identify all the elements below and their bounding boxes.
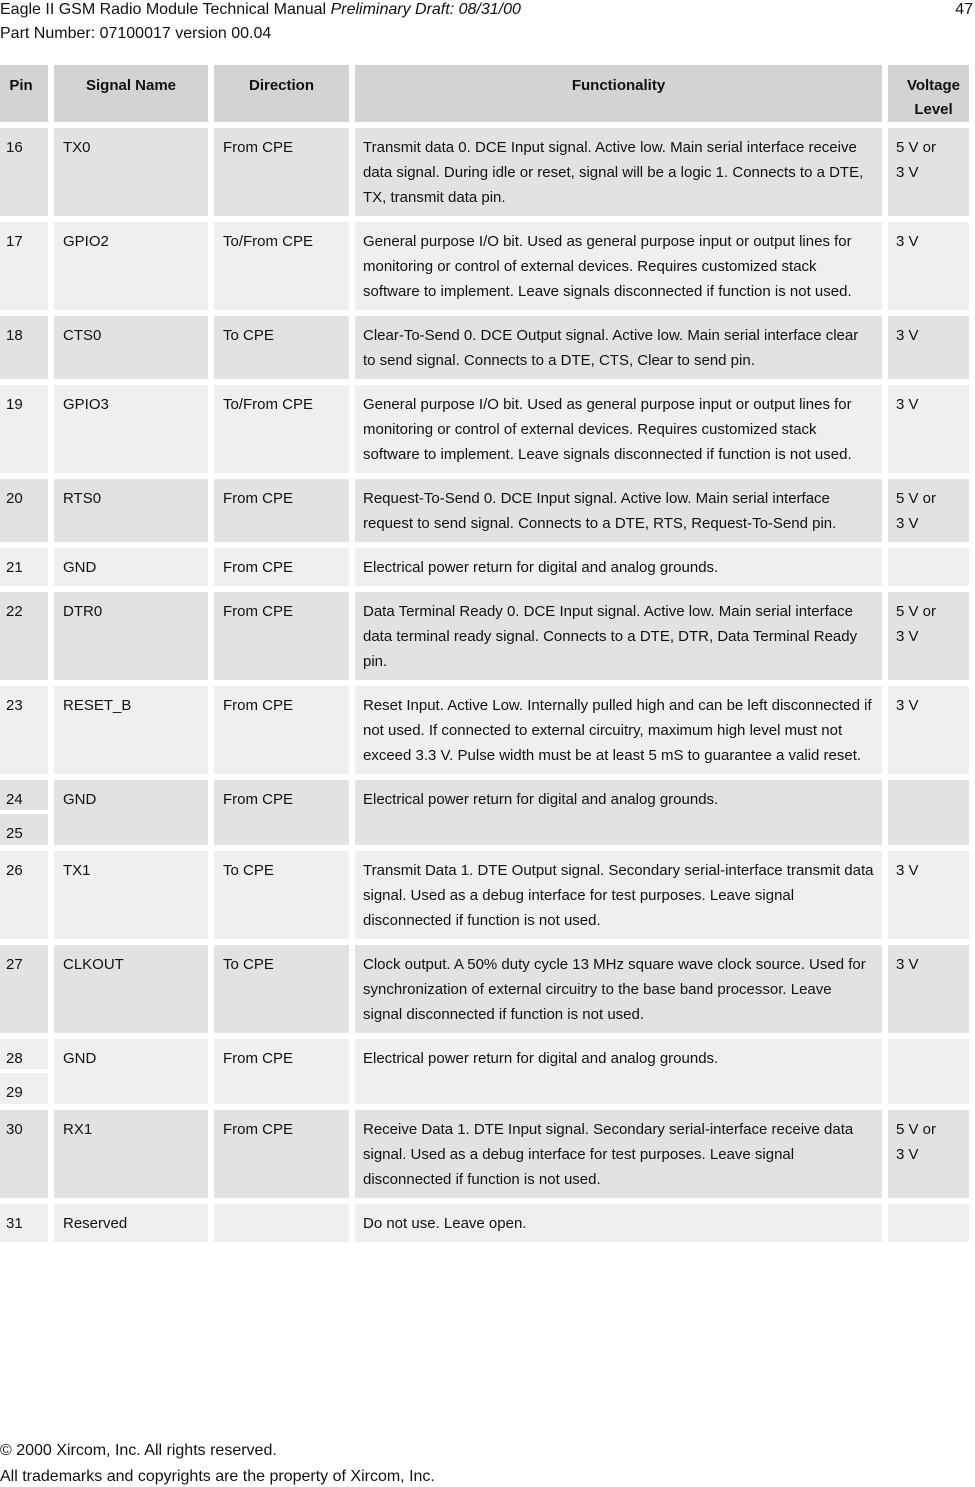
part-number: Part Number: 07100017 version 00.04: [0, 25, 272, 42]
table-row: [0, 1204, 969, 1242]
functionality-cell: Electrical power return for digital and analog grounds.: [355, 548, 882, 586]
pin-cell: 25: [0, 814, 48, 845]
direction-cell: [214, 1204, 349, 1242]
pin-cell: 23: [0, 686, 48, 774]
signal-name-cell: GND: [54, 1039, 208, 1104]
trademarks: All trademarks and copyrights are the property of Xircom, Inc.: [0, 1468, 435, 1485]
functionality-cell: Data Terminal Ready 0. DCE Input signal. Active low. Main serial interface data terminal ready signal. Connects to a DTE, DTR, Data Terminal Ready pin.: [355, 592, 882, 680]
direction-cell: From CPE: [214, 128, 349, 216]
direction-cell: To CPE: [214, 316, 349, 379]
direction-cell: To CPE: [214, 851, 349, 939]
signal-name-cell: GND: [54, 780, 208, 845]
direction-cell: To CPE: [214, 945, 349, 1033]
signal-name-cell: TX0: [54, 128, 208, 216]
functionality-cell: Electrical power return for digital and analog grounds.: [355, 780, 882, 845]
voltage-level-cell: [888, 780, 969, 845]
page-number: 47: [955, 1, 973, 18]
functionality-cell: Transmit Data 1. DTE Output signal. Secondary serial-interface transmit data signal. Used as a debug interface for test purposes. Leave signal disconnected if function is not used.: [355, 851, 882, 939]
functionality-cell: General purpose I/O bit. Used as general purpose input or output lines for monitoring or control of external devices. Requires customized stack software to implement. Leave signals disconnected if function is not used.: [355, 385, 882, 473]
functionality-cell: General purpose I/O bit. Used as general purpose input or output lines for monitoring or control of external devices. Requires customized stack software to implement. Leave signals disconnected if function is not used.: [355, 222, 882, 310]
signal-name-cell: DTR0: [54, 592, 208, 680]
table-row: [0, 479, 969, 542]
pin-cell: 17: [0, 222, 48, 310]
table-row: [0, 128, 969, 216]
table-row: [0, 222, 969, 310]
functionality-cell: Do not use. Leave open.: [355, 1204, 882, 1242]
direction-cell: From CPE: [214, 1039, 349, 1104]
direction-cell: From CPE: [214, 548, 349, 586]
voltage-level-cell: [888, 548, 969, 586]
signal-name-cell: GND: [54, 548, 208, 586]
pin-cell: 29: [0, 1073, 48, 1104]
direction-cell: From CPE: [214, 686, 349, 774]
pin-cell: 22: [0, 592, 48, 680]
table-row: [0, 780, 969, 845]
pin-cell: 30: [0, 1110, 48, 1198]
col-header-functionality: Functionality: [355, 65, 882, 122]
functionality-cell: Clock output. A 50% duty cycle 13 MHz square wave clock source. Used for synchronization of external circuitry to the base band processor. Leave signal disconnected if function is not used.: [355, 945, 882, 1033]
signal-name-cell: TX1: [54, 851, 208, 939]
voltage-level-cell: 3 V: [888, 851, 969, 939]
functionality-cell: Clear-To-Send 0. DCE Output signal. Active low. Main serial interface clear to send signal. Connects to a DTE, CTS, Clear to send pin.: [355, 316, 882, 379]
functionality-cell: Transmit data 0. DCE Input signal. Active low. Main serial interface receive data signal. During idle or reset, signal will be a logic 1. Connects to a DTE, TX, transmit data pin.: [355, 128, 882, 216]
functionality-cell: Electrical power return for digital and analog grounds.: [355, 1039, 882, 1104]
voltage-level-cell: 3 V: [888, 316, 969, 379]
table-row: [0, 1039, 969, 1104]
pin-cell: 19: [0, 385, 48, 473]
table-row: [0, 316, 969, 379]
table-row: [0, 686, 969, 774]
table-header-row: [0, 65, 969, 122]
voltage-level-cell: [888, 1204, 969, 1242]
pin-cell: 18: [0, 316, 48, 379]
table-row: [0, 945, 969, 1033]
col-header-signal-name: [54, 65, 208, 122]
voltage-level-cell: 3 V: [888, 686, 969, 774]
direction-cell: From CPE: [214, 592, 349, 680]
running-header: [0, 0, 521, 20]
pin-cell-pair: [0, 780, 48, 845]
pin-cell: 21: [0, 548, 48, 586]
pin-cell: 26: [0, 851, 48, 939]
col-header-direction: Direction: [214, 65, 349, 122]
direction-cell: From CPE: [214, 1110, 349, 1198]
table-row: [0, 548, 969, 586]
signal-name-cell: RX1: [54, 1110, 208, 1198]
signal-name-cell: RTS0: [54, 479, 208, 542]
functionality-cell: Reset Input. Active Low. Internally pulled high and can be left disconnected if not used. If connected to external circuitry, maximum high level must not exceed 3.3 V. Pulse width must be at least 5 mS to guarantee a valid reset.: [355, 686, 882, 774]
voltage-level-cell: 3 V: [888, 945, 969, 1033]
pin-table: [0, 59, 975, 1248]
signal-name-cell: Reserved: [54, 1204, 208, 1242]
pin-cell: 28: [0, 1039, 48, 1069]
functionality-cell: Request-To-Send 0. DCE Input signal. Active low. Main serial interface request to send signal. Connects to a DTE, RTS, Request-To-Send pin.: [355, 479, 882, 542]
direction-cell: From CPE: [214, 479, 349, 542]
voltage-level-cell: 3 V: [888, 385, 969, 473]
voltage-level-cell: 3 V: [888, 222, 969, 310]
pin-cell: 27: [0, 945, 48, 1033]
signal-name-cell: RESET_B: [54, 686, 208, 774]
manual-title: Eagle II GSM Radio Module Technical Manual: [0, 1, 327, 18]
col-header-voltage-level: [888, 65, 969, 122]
direction-cell: To/From CPE: [214, 385, 349, 473]
pin-cell-pair: [0, 1039, 48, 1104]
voltage-level-cell: [888, 1039, 969, 1104]
copyright: © 2000 Xircom, Inc. All rights reserved.: [0, 1442, 277, 1459]
table-row: [0, 592, 969, 680]
pin-cell: 31: [0, 1204, 48, 1242]
voltage-level-cell: 5 V or 3 V: [888, 592, 969, 680]
col-header-signal-name-text: Signal Name: [85, 77, 177, 94]
signal-name-cell: CLKOUT: [54, 945, 208, 1033]
draft-label: Preliminary Draft: 08/31/00: [330, 1, 521, 18]
voltage-level-cell: 5 V or 3 V: [888, 479, 969, 542]
direction-cell: To/From CPE: [214, 222, 349, 310]
functionality-cell: Receive Data 1. DTE Input signal. Secondary serial-interface receive data signal. Used as a debug interface for test purposes. Leave signal disconnected if function is not used.: [355, 1110, 882, 1198]
voltage-level-cell: 5 V or 3 V: [888, 128, 969, 216]
direction-cell: From CPE: [214, 780, 349, 845]
table-row: [0, 385, 969, 473]
col-header-pin: Pin: [0, 65, 48, 122]
voltage-level-cell: 5 V or 3 V: [888, 1110, 969, 1198]
table-row: [0, 1110, 969, 1198]
pin-cell: 24: [0, 780, 48, 810]
signal-name-cell: CTS0: [54, 316, 208, 379]
pin-cell: 16: [0, 128, 48, 216]
signal-name-cell: GPIO2: [54, 222, 208, 310]
table-row: [0, 851, 969, 939]
pin-cell: 20: [0, 479, 48, 542]
col-header-voltage-level-text: Voltage Level: [906, 77, 961, 118]
signal-name-cell: GPIO3: [54, 385, 208, 473]
